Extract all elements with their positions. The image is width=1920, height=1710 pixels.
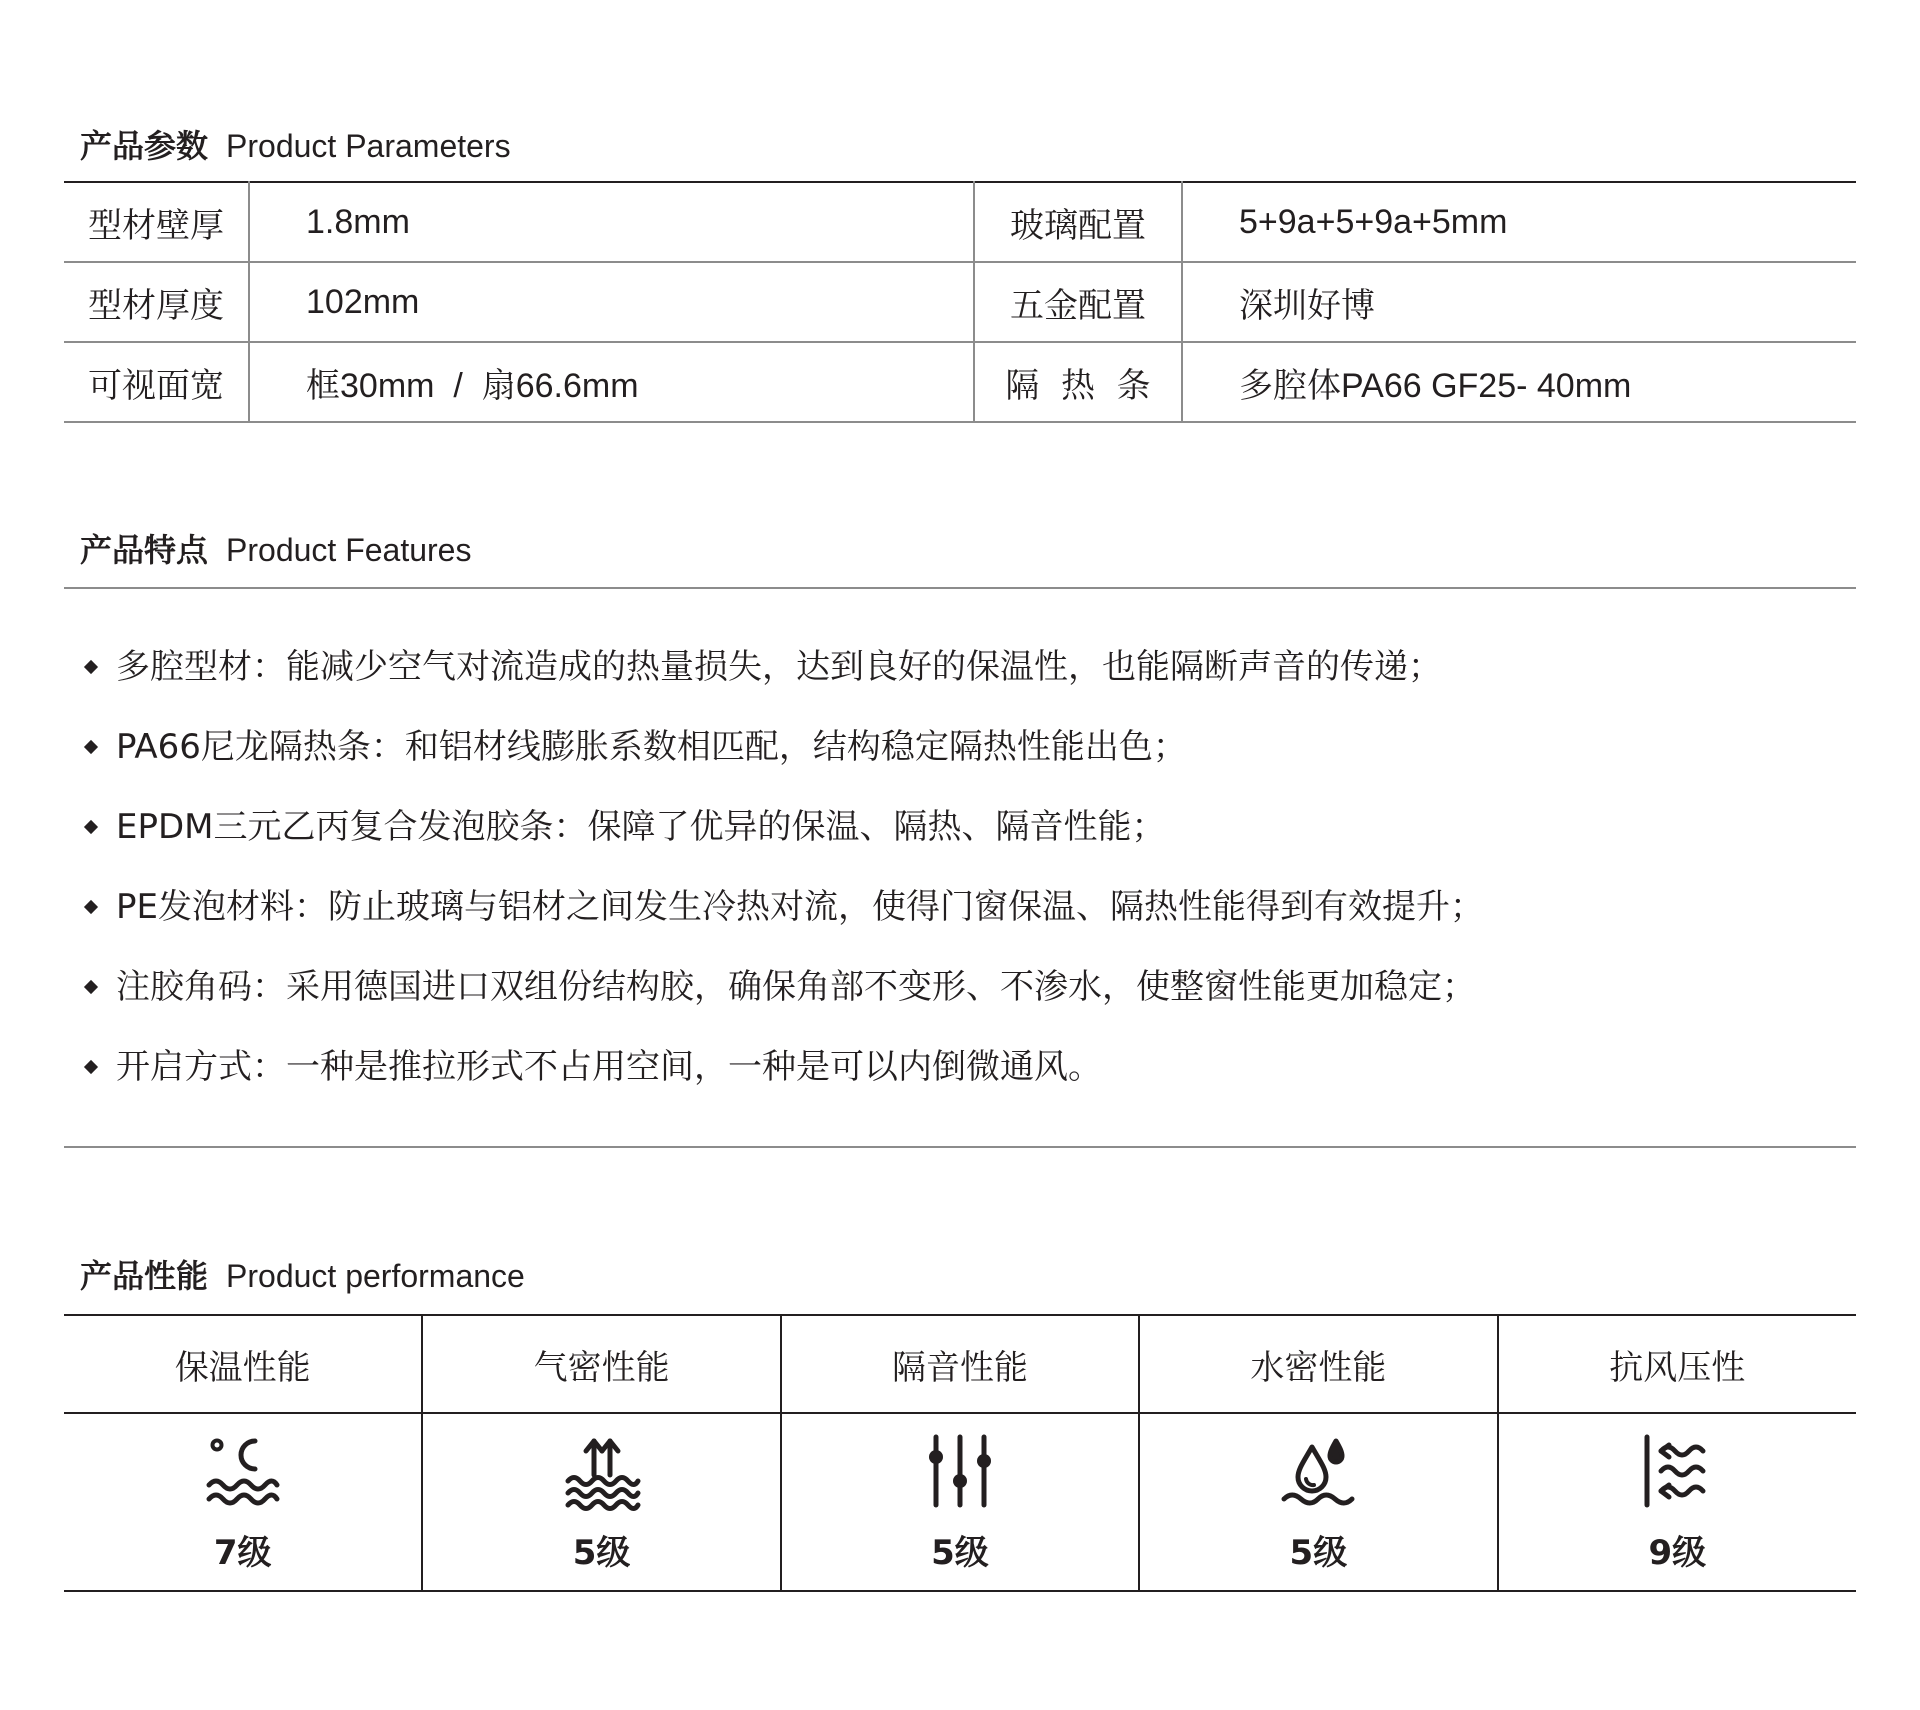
performance-title	[80, 1257, 525, 1295]
diamond-bullet-icon	[84, 980, 98, 994]
watertightness-icon	[1278, 1431, 1358, 1511]
param-label: 五金配置	[974, 262, 1182, 342]
performance-title-cn: 产品性能	[80, 1257, 209, 1295]
feature-item	[80, 867, 1484, 947]
performance-name: 水密性能	[1139, 1315, 1497, 1413]
sound-insulation-icon	[920, 1431, 1000, 1511]
performance-name: 抗风压性	[1498, 1315, 1856, 1413]
diamond-bullet-icon	[84, 660, 98, 674]
performance-header-row	[64, 1315, 1856, 1413]
feature-item	[80, 1027, 1484, 1107]
parameters-row	[64, 182, 1856, 262]
wind-resistance-icon	[1637, 1431, 1717, 1511]
feature-item	[80, 787, 1484, 867]
performance-cell	[781, 1413, 1139, 1591]
param-label: 型材壁厚	[64, 182, 249, 262]
features-list	[80, 627, 1484, 1107]
feature-text: EPDM三元乙丙复合发泡胶条：保障了优异的保温、隔热、隔音性能；	[116, 807, 1166, 847]
performance-table	[64, 1314, 1856, 1592]
features-title-en: Product Features	[226, 532, 472, 568]
performance-cell	[422, 1413, 780, 1591]
feature-item	[80, 707, 1484, 787]
feature-text: PA66尼龙隔热条：和铝材线膨胀系数相匹配，结构稳定隔热性能出色；	[116, 727, 1187, 767]
feature-text: PE发泡材料：防止玻璃与铝材之间发生冷热对流，使得门窗保温、隔热性能得到有效提升；	[116, 887, 1484, 927]
performance-cell	[1139, 1413, 1497, 1591]
performance-name: 保温性能	[64, 1315, 422, 1413]
performance-level: 5级	[572, 1532, 631, 1573]
performance-value-row	[64, 1413, 1856, 1591]
diamond-bullet-icon	[84, 740, 98, 754]
param-label: 隔 热 条	[974, 342, 1182, 422]
performance-cell	[1498, 1413, 1856, 1591]
param-value: 框30mm / 扇66.6mm	[249, 342, 974, 422]
performance-title-en: Product performance	[226, 1258, 525, 1294]
param-value: 5+9a+5+9a+5mm	[1182, 182, 1856, 262]
diamond-bullet-icon	[84, 1060, 98, 1074]
performance-level: 7级	[213, 1532, 272, 1573]
performance-name: 隔音性能	[781, 1315, 1139, 1413]
features-top-rule	[64, 587, 1856, 589]
param-value: 多腔体PA66 GF25- 40mm	[1182, 342, 1856, 422]
features-title	[80, 531, 472, 569]
parameters-row	[64, 342, 1856, 422]
parameters-title-cn: 产品参数	[80, 127, 209, 165]
param-label: 型材厚度	[64, 262, 249, 342]
parameters-title-en: Product Parameters	[226, 128, 511, 164]
features-title-cn: 产品特点	[80, 531, 209, 569]
performance-name: 气密性能	[422, 1315, 780, 1413]
thermal-insulation-icon	[203, 1431, 283, 1511]
param-value: 深圳好博	[1182, 262, 1856, 342]
performance-level: 9级	[1648, 1532, 1707, 1573]
parameters-table	[64, 181, 1856, 423]
diamond-bullet-icon	[84, 900, 98, 914]
feature-text: 注胶角码：采用德国进口双组份结构胶，确保角部不变形、不渗水，使整窗性能更加稳定；	[116, 967, 1476, 1007]
param-value: 1.8mm	[249, 182, 974, 262]
features-bottom-rule	[64, 1146, 1856, 1148]
param-value: 102mm	[249, 262, 974, 342]
parameters-title	[80, 127, 511, 165]
performance-level: 5级	[931, 1532, 989, 1573]
param-label: 玻璃配置	[974, 182, 1182, 262]
param-label: 可视面宽	[64, 342, 249, 422]
feature-item	[80, 947, 1484, 1027]
feature-item	[80, 627, 1484, 707]
feature-text: 多腔型材：能减少空气对流造成的热量损失，达到良好的保温性，也能隔断声音的传递；	[116, 647, 1442, 687]
airtightness-icon	[562, 1431, 642, 1511]
feature-text: 开启方式：一种是推拉形式不占用空间，一种是可以内倒微通风。	[116, 1047, 1102, 1087]
performance-level: 5级	[1289, 1532, 1348, 1573]
performance-cell	[64, 1413, 422, 1591]
diamond-bullet-icon	[84, 820, 98, 834]
parameters-row	[64, 262, 1856, 342]
